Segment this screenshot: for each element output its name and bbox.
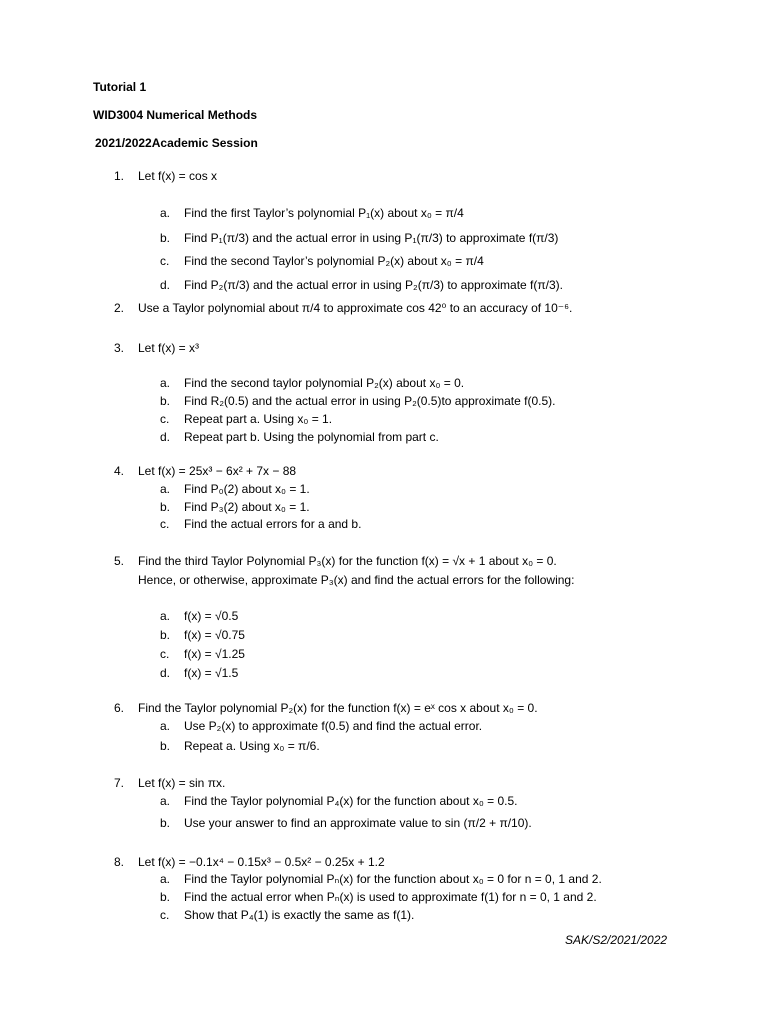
sub-text: f(x) = √1.5 (184, 666, 239, 680)
sub-text: Repeat part a. Using x₀ = 1. (184, 412, 333, 426)
course-title: WID3004 Numerical Methods (93, 108, 258, 122)
sub-label: d. (160, 278, 171, 292)
sub-label: b. (160, 628, 171, 642)
sub-label: c. (160, 254, 170, 268)
sub-text: Use P₂(x) to approximate f(0.5) and find the actual error. (184, 719, 483, 733)
question-number: 8. (114, 855, 125, 869)
question-text: Find the Taylor polynomial P₂(x) for the function f(x) = eˣ cos x about x₀ = 0. (138, 701, 538, 715)
sub-label: a. (160, 794, 171, 808)
question-text: Let f(x) = x³ (138, 341, 200, 355)
question-text: Find the third Taylor Polynomial P₃(x) for the function f(x) = √x + 1 about x₀ = 0. (138, 554, 557, 568)
sub-label: b. (160, 890, 171, 904)
sub-text: f(x) = √1.25 (184, 647, 245, 661)
question-number: 2. (114, 301, 125, 315)
sub-label: c. (160, 908, 170, 922)
sub-label: d. (160, 666, 171, 680)
sub-text: f(x) = √0.75 (184, 628, 245, 642)
tutorial-title: Tutorial 1 (93, 80, 147, 94)
sub-text: Find the Taylor polynomial Pₙ(x) for the function about x₀ = 0 for n = 0, 1 and 2. (184, 872, 602, 886)
sub-text: Find the second Taylor’s polynomial P₂(x) about x₀ = π/4 (184, 254, 484, 268)
sub-text: f(x) = √0.5 (184, 609, 239, 623)
question-number: 6. (114, 701, 125, 715)
sub-label: b. (160, 816, 171, 830)
question-text: Let f(x) = 25x³ − 6x² + 7x − 88 (138, 464, 297, 478)
sub-label: b. (160, 739, 171, 753)
session-title: 2021/2022Academic Session (95, 136, 258, 150)
sub-text: Find the actual errors for a and b. (184, 517, 362, 531)
sub-label: a. (160, 482, 171, 496)
sub-label: c. (160, 412, 170, 426)
sub-label: a. (160, 872, 171, 886)
sub-label: a. (160, 719, 171, 733)
sub-label: c. (160, 517, 170, 531)
sub-text: Find the actual error when Pₙ(x) is used to approximate f(1) for n = 0, 1 and 2. (184, 890, 597, 904)
sub-text: Repeat a. Using x₀ = π/6. (184, 739, 320, 753)
question-text-line2: Hence, or otherwise, approximate P₃(x) and find the actual errors for the following: (138, 573, 575, 587)
sub-text: Find the second taylor polynomial P₂(x) about x₀ = 0. (184, 376, 465, 390)
sub-text: Show that P₄(1) is exactly the same as f(1). (184, 908, 415, 922)
question-number: 4. (114, 464, 125, 478)
document-footer-code: SAK/S2/2021/2022 (565, 933, 668, 947)
sub-text: Find P₃(2) about x₀ = 1. (184, 500, 310, 514)
question-text: Let f(x) = cos x (138, 169, 218, 183)
sub-text: Repeat part b. Using the polynomial from part c. (184, 430, 439, 444)
sub-label: b. (160, 394, 171, 408)
question-number: 7. (114, 776, 125, 790)
sub-text: Find R₂(0.5) and the actual error in using P₂(0.5)to approximate f(0.5). (184, 394, 556, 408)
sub-label: a. (160, 376, 171, 390)
question-text: Let f(x) = sin πx. (138, 776, 226, 790)
sub-label: b. (160, 231, 171, 245)
sub-text: Find the Taylor polynomial P₄(x) for the function about x₀ = 0.5. (184, 794, 518, 808)
sub-text: Use your answer to find an approximate value to sin (π/2 + π/10). (184, 816, 532, 830)
sub-label: c. (160, 647, 170, 661)
sub-text: Find P₁(π/3) and the actual error in using P₁(π/3) to approximate f(π/3) (184, 231, 559, 245)
sub-label: a. (160, 609, 171, 623)
question-number: 5. (114, 554, 125, 568)
sub-text: Find P₀(2) about x₀ = 1. (184, 482, 310, 496)
question-number: 3. (114, 341, 125, 355)
sub-label: b. (160, 500, 171, 514)
sub-label: a. (160, 206, 171, 220)
sub-text: Find P₂(π/3) and the actual error in using P₂(π/3) to approximate f(π/3). (184, 278, 563, 292)
question-text: Use a Taylor polynomial about π/4 to approximate cos 42⁰ to an accuracy of 10⁻⁶. (138, 301, 573, 315)
sub-text: Find the first Taylor’s polynomial P₁(x) about x₀ = π/4 (184, 206, 464, 220)
sub-label: d. (160, 430, 171, 444)
question-number: 1. (114, 169, 125, 183)
question-text: Let f(x) = −0.1x⁴ − 0.15x³ − 0.5x² − 0.25x + 1.2 (138, 855, 385, 869)
